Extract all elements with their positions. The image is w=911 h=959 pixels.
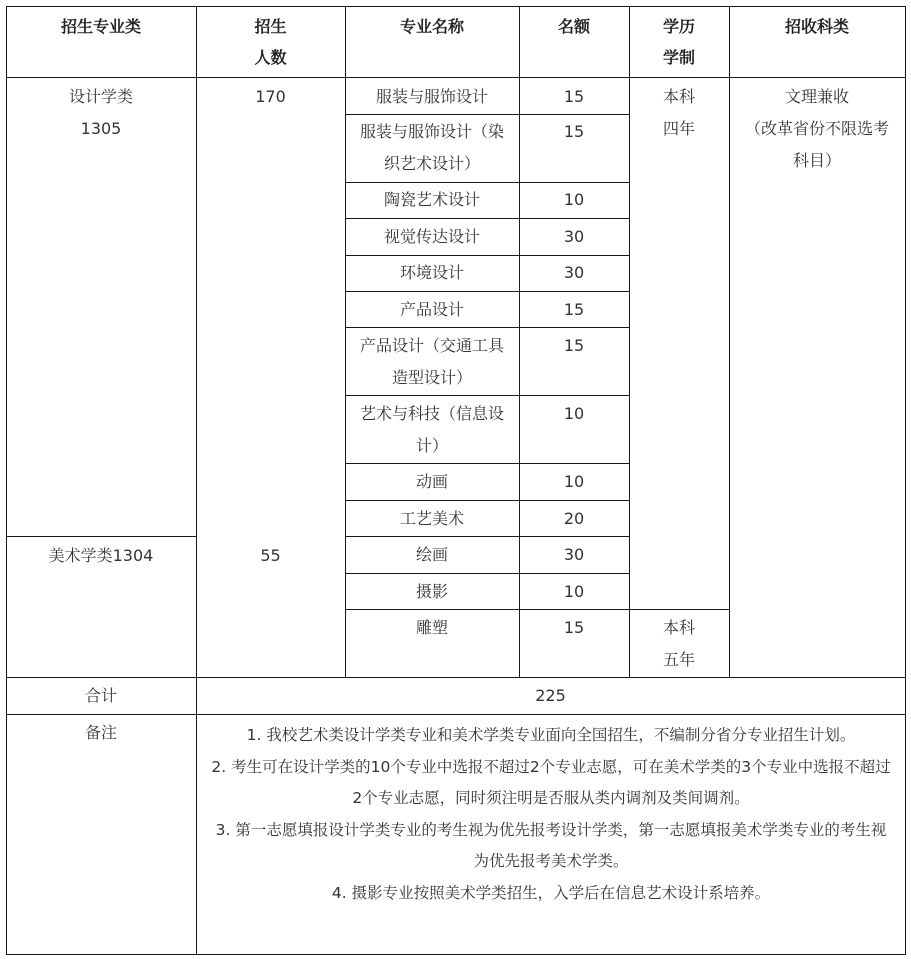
group-design-count-value: 170 <box>255 87 286 106</box>
major-quota-value: 10 <box>563 582 585 601</box>
group-design-category <box>6 77 196 536</box>
major-name <box>345 573 519 609</box>
group-fineart-count <box>196 536 345 677</box>
major-quota <box>519 114 629 182</box>
subject-line3: 科目） <box>792 151 841 170</box>
header-major <box>345 6 519 77</box>
group-fineart-count-value: 55 <box>260 546 281 565</box>
major-name-line1: 动画 <box>415 472 448 491</box>
major-quota <box>519 291 629 327</box>
major-name-line1: 陶瓷艺术设计 <box>383 190 480 209</box>
table-border-right <box>905 6 906 955</box>
major-quota <box>519 255 629 291</box>
remark-item: 4. 摄影专业按照美术学类招生，入学后在信息艺术设计系培养。 <box>331 883 771 902</box>
table-border-bottom <box>6 954 906 955</box>
major-name <box>345 536 519 573</box>
major-quota-value: 30 <box>563 263 585 282</box>
major-name-line1: 产品设计（交通工具 <box>359 336 504 355</box>
header-degree <box>629 6 729 77</box>
major-name <box>345 463 519 500</box>
major-quota-value: 10 <box>563 190 585 209</box>
header-count <box>196 6 345 77</box>
major-quota-value: 15 <box>563 618 585 637</box>
remark-item: 3. 第一志愿填报设计学类专业的考生视为优先报考设计学类，第一志愿填报美术学类专业的考生视为优先报考美术学类。 <box>215 820 887 870</box>
major-name <box>345 500 519 536</box>
major-quota <box>519 395 629 463</box>
major-quota <box>519 182 629 218</box>
degree-four-line1: 本科 <box>662 87 695 106</box>
major-quota <box>519 463 629 500</box>
major-name-line1: 视觉传达设计 <box>383 227 480 246</box>
major-quota <box>519 327 629 395</box>
major-quota-value: 15 <box>563 87 585 106</box>
major-name <box>345 77 519 114</box>
header-quota-text: 名额 <box>557 17 590 36</box>
header-subject-text: 招收科类 <box>784 17 849 36</box>
header-degree-line2: 学制 <box>662 48 695 67</box>
major-quota <box>519 573 629 609</box>
major-name-line1: 服装与服饰设计（染 <box>359 122 504 141</box>
major-name-line2: 织艺术设计） <box>383 154 480 173</box>
header-major-text: 专业名称 <box>399 17 464 36</box>
major-name <box>345 114 519 182</box>
major-name-line1: 环境设计 <box>399 263 464 282</box>
header-category-text: 招生专业类 <box>60 17 141 36</box>
major-quota-value: 10 <box>563 404 585 423</box>
header-quota <box>519 6 629 77</box>
total-value <box>196 677 905 714</box>
major-quota-value: 20 <box>563 509 585 528</box>
major-name-line1: 艺术与科技（信息设 <box>359 404 504 423</box>
major-name-line1: 摄影 <box>415 582 448 601</box>
group-fineart-category <box>6 536 196 677</box>
degree-four-year <box>629 77 729 609</box>
remarks-label-text: 备注 <box>84 723 117 742</box>
major-quota <box>519 500 629 536</box>
major-quota <box>519 536 629 573</box>
degree-five-year <box>629 609 729 677</box>
group-fineart-name: 美术学类1304 <box>48 546 154 565</box>
total-label <box>6 677 196 714</box>
subject-requirement <box>729 77 905 677</box>
group-design-name: 设计学类 <box>68 87 133 106</box>
major-name <box>345 327 519 395</box>
major-name-line1: 雕塑 <box>415 618 448 637</box>
major-quota-value: 30 <box>563 545 585 564</box>
major-quota-value: 15 <box>563 122 585 141</box>
group-design-code: 1305 <box>80 119 122 138</box>
header-category <box>6 6 196 77</box>
remarks-label <box>6 714 196 954</box>
major-name <box>345 291 519 327</box>
major-quota <box>519 609 629 677</box>
major-name-line2: 计） <box>415 436 448 455</box>
group-design-count <box>196 77 345 536</box>
major-quota-value: 10 <box>563 472 585 491</box>
major-name-line1: 绘画 <box>415 545 448 564</box>
major-quota-value: 30 <box>563 227 585 246</box>
degree-four-line2: 四年 <box>662 119 695 138</box>
major-quota-value: 15 <box>563 300 585 319</box>
major-name <box>345 218 519 255</box>
remarks-list <box>197 716 905 909</box>
degree-five-line1: 本科 <box>662 618 695 637</box>
major-name <box>345 255 519 291</box>
total-label-text: 合计 <box>84 686 117 705</box>
subject-line1: 文理兼收 <box>784 87 849 106</box>
major-name-line1: 产品设计 <box>399 300 464 319</box>
major-name-line1: 工艺美术 <box>399 509 464 528</box>
header-count-line2: 人数 <box>254 48 287 67</box>
major-quota <box>519 77 629 114</box>
major-name-line2: 造型设计） <box>391 368 472 387</box>
major-name <box>345 395 519 463</box>
major-quota <box>519 218 629 255</box>
remark-item: 1. 我校艺术类设计学类专业和美术学类专业面向全国招生，不编制分省分专业招生计划。 <box>246 726 856 744</box>
major-name <box>345 609 519 677</box>
subject-line2: （改革省份不限选考 <box>744 119 889 138</box>
major-name <box>345 182 519 218</box>
header-degree-line1: 学历 <box>662 17 695 36</box>
header-subject <box>729 6 905 77</box>
total-value-text: 225 <box>535 686 566 705</box>
remark-item: 2. 考生可在设计学类的10个专业中选报不超过2个专业志愿，可在美术学类的3个专业中选报不超过2个专业志愿，同时须注明是否服从类内调剂及类间调剂。 <box>211 757 891 807</box>
major-quota-value: 15 <box>563 336 585 355</box>
major-name-line1: 服装与服饰设计 <box>375 87 488 106</box>
degree-five-line2: 五年 <box>662 650 695 669</box>
header-count-line1: 招生 <box>254 17 287 36</box>
